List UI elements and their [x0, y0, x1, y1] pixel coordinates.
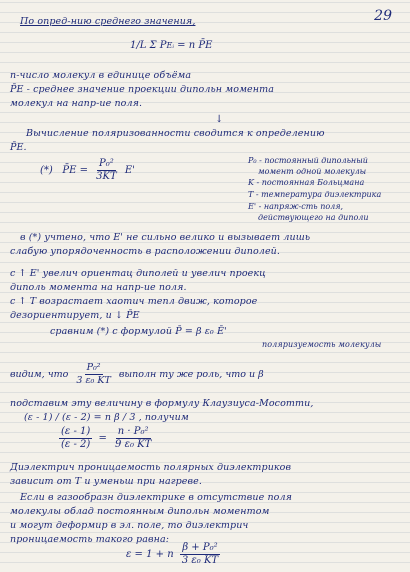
effect-t-line-cont: дезориентирует, и ↓ P̄E [10, 310, 140, 321]
result-eq: = [98, 433, 107, 444]
clausius-line: (ε - 1) / (ε - 2) = n β / 3 , получим [24, 412, 189, 423]
substitute-line: подставим эту величину в формулу Клаузиуса-Мосотти, [10, 398, 314, 409]
note-p0-cont: момент одной молекулы [258, 167, 367, 176]
note-e-cont: действующего на диполи [258, 213, 369, 222]
pe-formula-label: (*) [40, 165, 53, 176]
result-right-fraction [113, 426, 153, 451]
final-formula-den: 3 ε₀ KT [181, 555, 219, 566]
pe-formula-tail: E' [124, 165, 135, 176]
role-fraction-den: 3 ε₀ KT [76, 375, 111, 386]
definition-pe: P̄E - среднее значение проекции дипольн момента [10, 84, 274, 95]
effect-e-line-cont: диполь момента на напр-ие поля. [10, 282, 187, 293]
role-line [10, 362, 264, 387]
gas-line-1: Если в газообразн диэлектрике в отсутствие поля [20, 492, 293, 503]
average-formula-right: = n P̄E [177, 40, 213, 51]
note-line-2: слабую упорядоченность в расположении диполей. [10, 246, 281, 257]
result-right-num: n · P₀² [117, 426, 149, 437]
result-right-den: 9 ε₀ KT [115, 439, 152, 450]
pe-formula-lhs: P̄E = [62, 165, 88, 176]
result-formula [56, 426, 156, 451]
pe-formula-den: 3KT [96, 171, 117, 182]
note-e: E' - напряж-сть поля, [248, 202, 344, 211]
effect-t-line: с ↑ T возрастает хаотич тепл движ, которое [10, 296, 258, 307]
gas-line-2: молекулы облад постоянным дипольн моментом [10, 506, 270, 517]
result-left-den: (ε - 2) [61, 439, 91, 450]
note-line-1: в (*) учтено, что E' не сильно велико и вызывает лишь [20, 232, 311, 243]
effect-e-line: с ↑ E' увелич ориентац диполей и увелич проекц [10, 268, 266, 279]
gas-line-3: и могут деформир в эл. поле, то диэлектрич [10, 520, 249, 531]
final-formula-num: β + P₀² [182, 542, 218, 553]
average-formula-left: 1/L Σ P [130, 40, 167, 51]
pe-formula-fraction [94, 158, 119, 183]
pe-formula [40, 158, 135, 183]
polarization-line: Вычисление поляризованности сводится к определению [26, 128, 325, 139]
polarization-line-cont: P̄E. [10, 142, 27, 153]
definition-n: n-число молекул в единице объёма [10, 70, 192, 81]
definition-pe-cont: молекул на напр-ие поля. [10, 98, 143, 109]
page-number: 29 [374, 8, 392, 24]
conclusion-line-cont: зависит от T и уменьш при нагреве. [10, 476, 202, 487]
average-formula: 1/L Σ PEᵢ = n P̄E [130, 40, 213, 51]
compare-line: сравним (*) с формулой P̄ = β ε₀ Ē' [50, 326, 227, 337]
note-p0: P₀ - постоянный дипольный [248, 156, 368, 165]
note-k: K - постоянная Больцмана [248, 178, 365, 187]
final-formula-fraction [180, 542, 220, 567]
role-fraction-num: P₀² [86, 362, 101, 373]
pe-formula-num: P₀² [99, 158, 114, 169]
intro-line: По опред-нию среднего значения, [20, 16, 196, 27]
final-formula-lhs: ε = 1 + n [126, 549, 174, 560]
conclusion-line: Диэлектрич проницаемость полярных диэлектриков [10, 462, 292, 473]
final-formula [126, 542, 223, 567]
compare-note: поляризуемость молекулы [262, 340, 382, 349]
down-arrow-icon: ↓ [215, 114, 224, 125]
role-fraction [74, 362, 112, 387]
note-t: T - температура диэлектрика [248, 190, 382, 199]
role-line-a: видим, что [10, 369, 69, 380]
result-left-num: (ε - 1) [61, 426, 91, 437]
role-line-b: выполн ту же роль, что и β [118, 369, 264, 380]
result-left-fraction [59, 426, 92, 451]
gas-line-4: проницаемость такого равна: [10, 534, 170, 545]
